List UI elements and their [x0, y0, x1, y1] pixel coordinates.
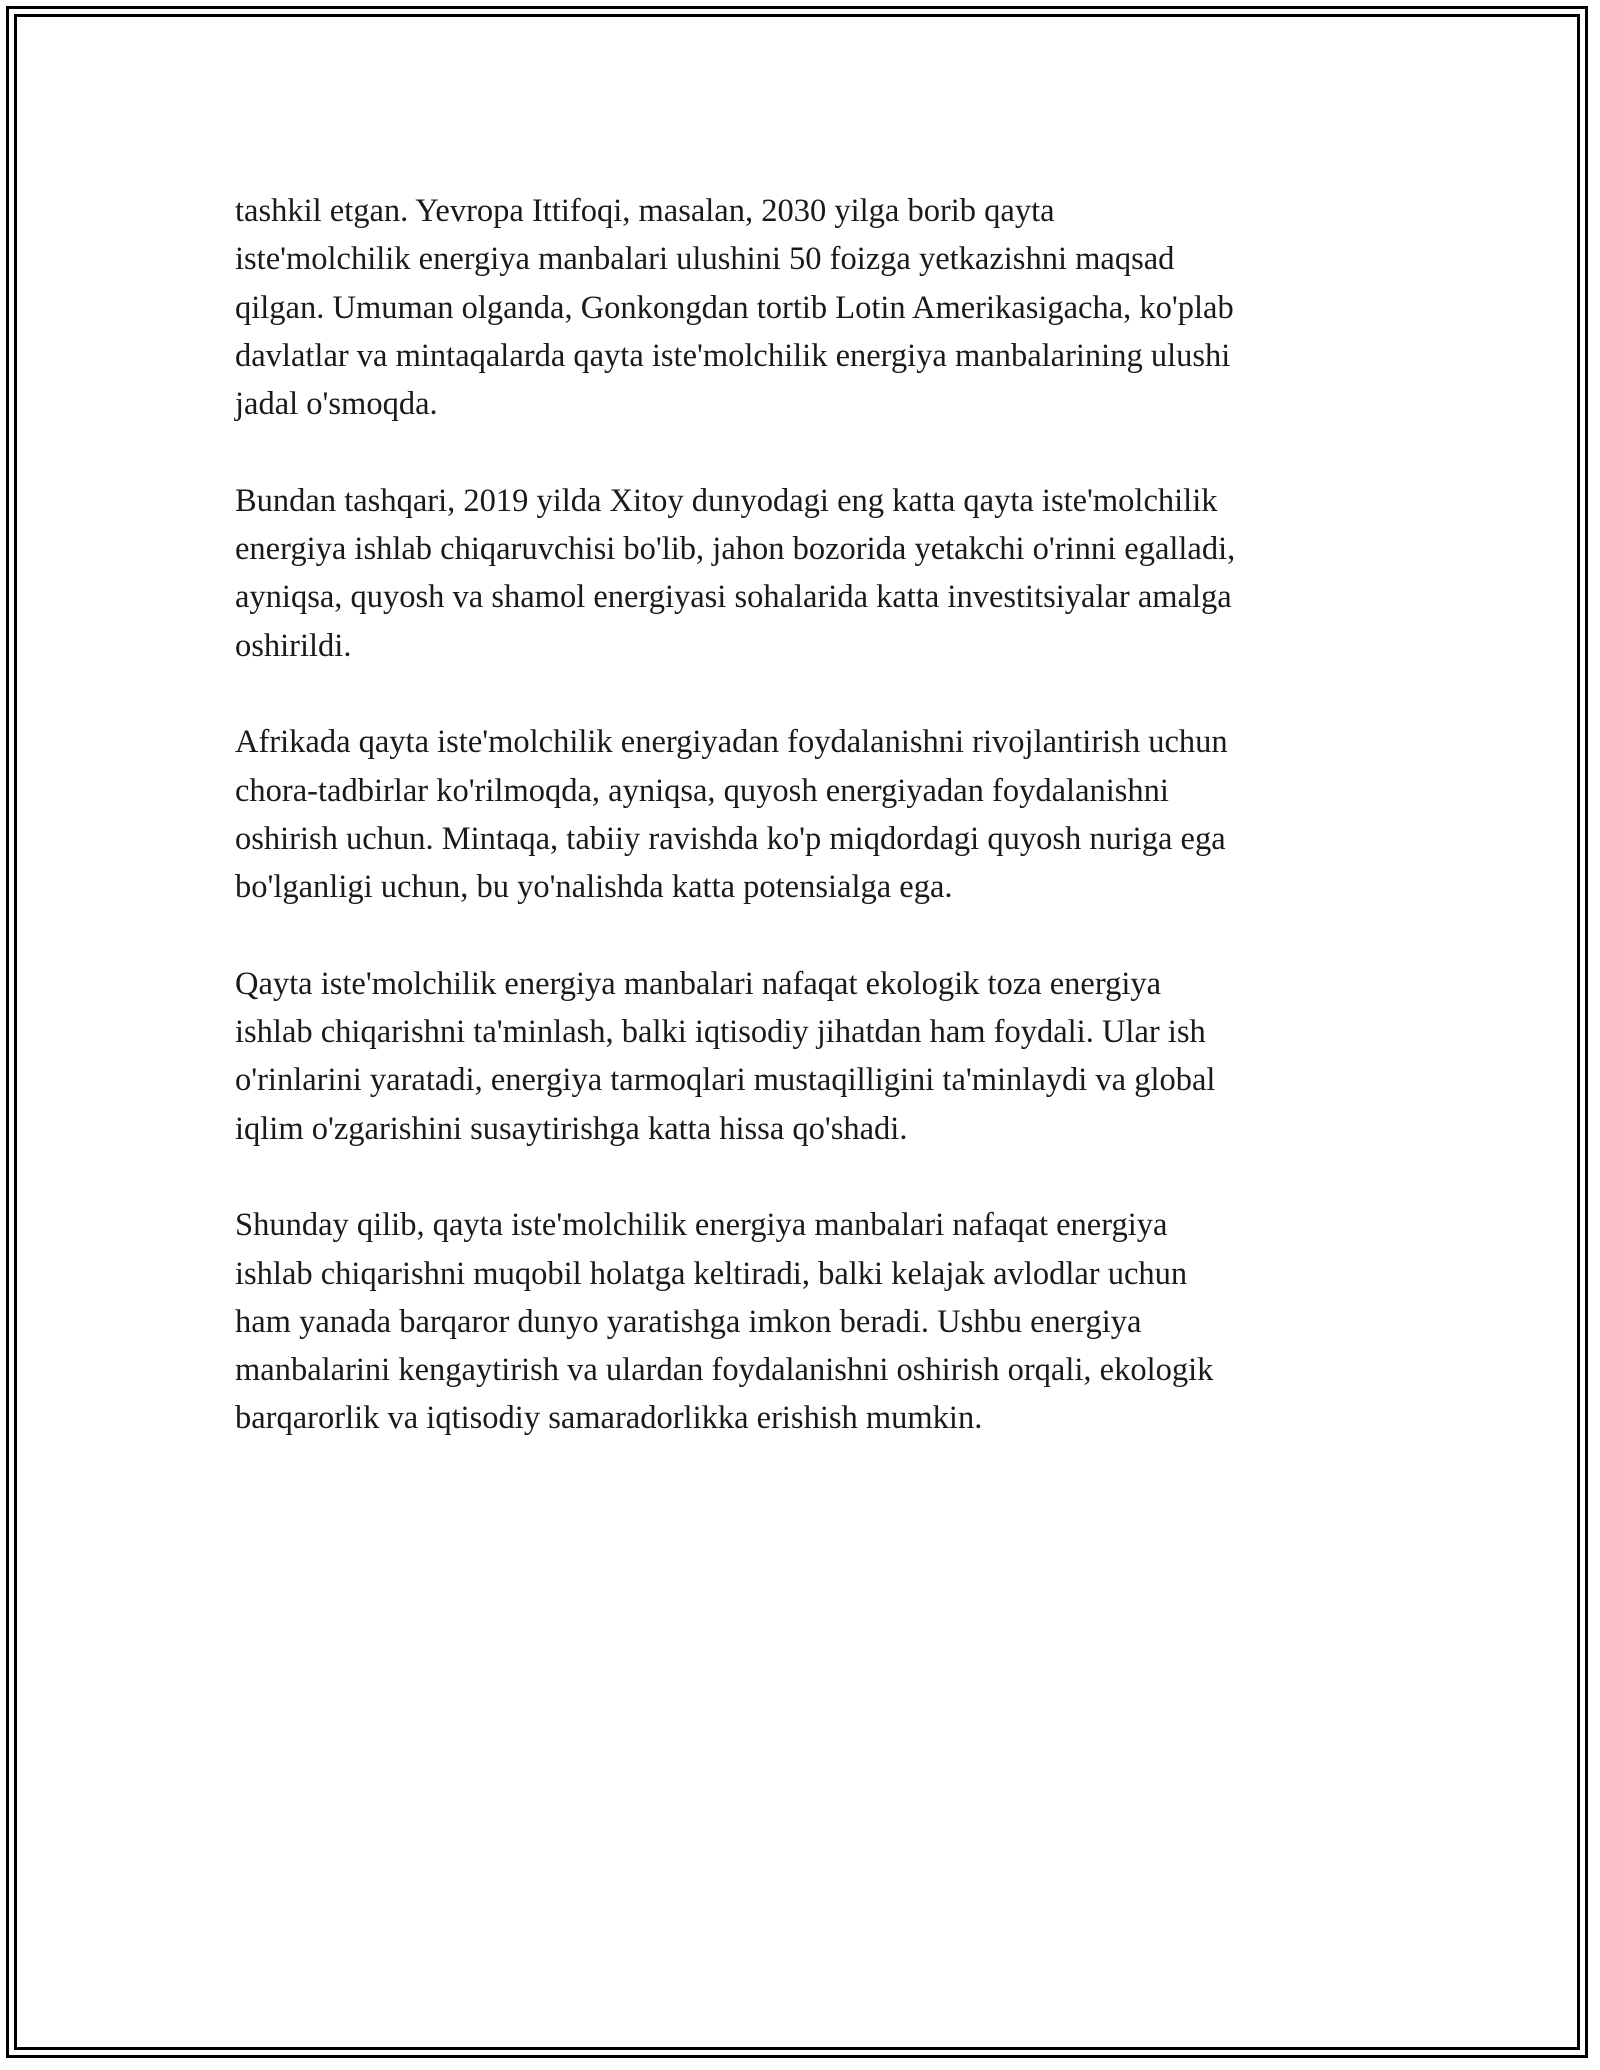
text-line: iqlim o'zgarishini susaytirishga katta hissa qo'shadi.: [235, 1110, 908, 1147]
text-line: Afrikada qayta iste'molchilik energiyadan foydalanishni rivojlantirish uchun: [235, 724, 1228, 761]
text-line: energiya ishlab chiqaruvchisi bo'lib, jahon bozorida yetakchi o'rinni egalladi,: [235, 531, 1236, 568]
text-line: oshirildi.: [235, 627, 352, 664]
text-line: chora-tadbirlar ko'rilmoqda, ayniqsa, quyosh energiyadan foydalanishni: [235, 772, 1169, 809]
text-line: o'rinlarini yaratadi, energiya tarmoqlari mustaqilligini ta'minlaydi va global: [235, 1062, 1216, 1099]
paragraph-2: [235, 477, 1385, 670]
paragraph-5: [235, 1201, 1385, 1442]
text-line: ishlab chiqarishni muqobil holatga keltiradi, balki kelajak avlodlar uchun: [235, 1255, 1188, 1292]
text-line: iste'molchilik energiya manbalari ulushini 50 foizga yetkazishni maqsad: [235, 241, 1175, 278]
text-line: tashkil etgan. Yevropa Ittifoqi, masalan, 2030 yilga borib qayta: [235, 193, 1055, 229]
text-line: ham yanada barqaror dunyo yaratishga imkon beradi. Ushbu energiya: [235, 1303, 1142, 1340]
paragraph-3: [235, 718, 1385, 911]
text-line: oshirish uchun. Mintaqa, tabiiy ravishda ko'p miqdordagi quyosh nuriga ega: [235, 820, 1226, 857]
text-line: Qayta iste'molchilik energiya manbalari nafaqat ekologik toza energiya: [235, 965, 1162, 1002]
document-body: [235, 187, 1385, 1491]
paragraph-4: [235, 960, 1385, 1153]
text-line: manbalarini kengaytirish va ulardan foydalanishni oshirish orqali, ekologik: [235, 1352, 1214, 1389]
text-line: qilgan. Umuman olganda, Gonkongdan tortib Lotin Amerikasigacha, ko'plab: [235, 289, 1234, 326]
text-line: jadal o'smoqda.: [235, 386, 438, 423]
text-line: ishlab chiqarishni ta'minlash, balki iqtisodiy jihatdan ham foydali. Ular ish: [235, 1014, 1206, 1051]
text-line: davlatlar va mintaqalarda qayta iste'molchilik energiya manbalarining ulushi: [235, 337, 1231, 374]
text-line: ayniqsa, quyosh va shamol energiyasi sohalarida katta investitsiyalar amalga: [235, 579, 1232, 616]
text-line: Bundan tashqari, 2019 yilda Xitoy dunyodagi eng katta qayta iste'molchilik: [235, 482, 1218, 519]
text-line: bo'lganligi uchun, bu yo'nalishda katta potensialga ega.: [235, 869, 953, 906]
text-line: barqarorlik va iqtisodiy samaradorlikka erishish mumkin.: [235, 1400, 983, 1437]
text-line: Shunday qilib, qayta iste'molchilik energiya manbalari nafaqat energiya: [235, 1207, 1168, 1244]
paragraph-1: [235, 187, 1385, 428]
